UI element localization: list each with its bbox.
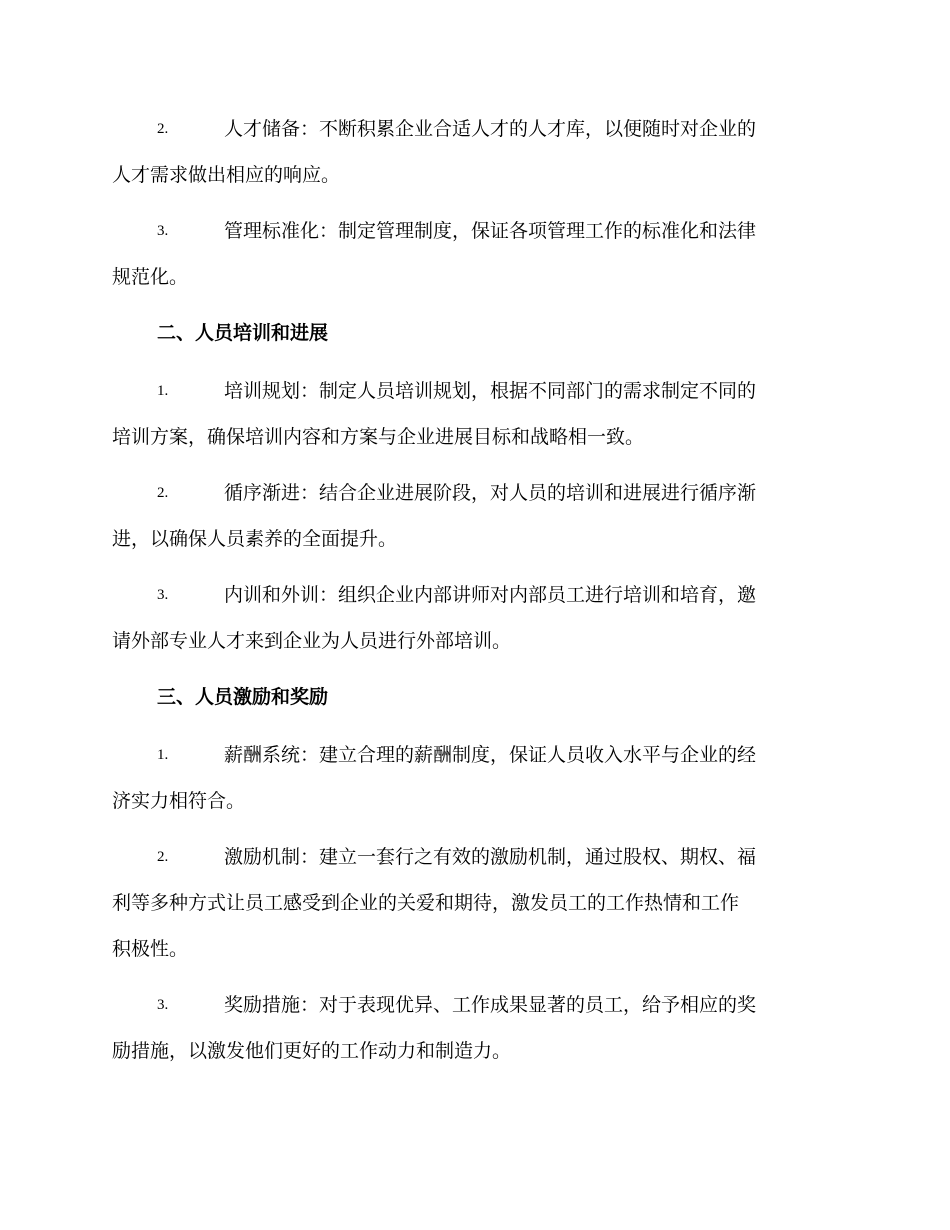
section-heading: 三、人员激励和奖励 bbox=[157, 686, 329, 708]
item-text-line: 管理标准化：制定管理制度，保证各项管理工作的标准化和法律 bbox=[224, 220, 757, 242]
list-item bbox=[112, 470, 834, 562]
item-number: 3. bbox=[157, 587, 169, 603]
item-number: 1. bbox=[157, 747, 169, 763]
item-text-line: 奖励措施：对于表现优异、工作成果显著的员工，给予相应的奖 bbox=[224, 994, 757, 1016]
item-number: 1. bbox=[157, 383, 169, 399]
item-text-line: 培训方案，确保培训内容和方案与企业进展目标和战略相一致。 bbox=[112, 426, 645, 448]
item-text-line: 薪酬系统：建立合理的薪酬制度，保证人员收入水平与企业的经 bbox=[224, 744, 757, 766]
item-text-line: 济实力相符合。 bbox=[112, 790, 246, 812]
item-number: 2. bbox=[157, 849, 169, 865]
list-item bbox=[112, 834, 834, 972]
item-text-line: 循序渐进：结合企业进展阶段，对人员的培训和进展进行循序渐 bbox=[224, 482, 757, 504]
list-item bbox=[112, 106, 834, 198]
item-text-line: 励措施，以激发他们更好的工作动力和制造力。 bbox=[112, 1040, 512, 1062]
list-item bbox=[112, 572, 834, 664]
item-text-line: 内训和外训：组织企业内部讲师对内部员工进行培训和培育，邀 bbox=[224, 584, 757, 606]
item-text-line: 人才需求做出相应的响应。 bbox=[112, 164, 341, 186]
item-number: 3. bbox=[157, 997, 169, 1013]
item-text-line: 进，以确保人员素养的全面提升。 bbox=[112, 528, 398, 550]
list-item bbox=[112, 368, 834, 460]
item-number: 3. bbox=[157, 223, 169, 239]
item-text-line: 规范化。 bbox=[112, 266, 189, 288]
item-text-line: 人才储备：不断积累企业合适人才的人才库，以便随时对企业的 bbox=[224, 118, 757, 140]
item-number: 2. bbox=[157, 121, 169, 137]
section-heading: 二、人员培训和进展 bbox=[157, 322, 329, 344]
list-item bbox=[112, 982, 834, 1074]
list-item bbox=[112, 732, 834, 824]
item-text-line: 激励机制：建立一套行之有效的激励机制，通过股权、期权、福 bbox=[224, 846, 757, 868]
list-item bbox=[112, 208, 834, 300]
item-text-line: 请外部专业人才来到企业为人员进行外部培训。 bbox=[112, 630, 512, 652]
item-text-line: 积极性。 bbox=[112, 938, 189, 960]
item-number: 2. bbox=[157, 485, 169, 501]
item-text-line: 利等多种方式让员工感受到企业的关爱和期待，激发员工的工作热情和工作 bbox=[112, 892, 740, 914]
item-text-line: 培训规划：制定人员培训规划，根据不同部门的需求制定不同的 bbox=[224, 380, 757, 402]
